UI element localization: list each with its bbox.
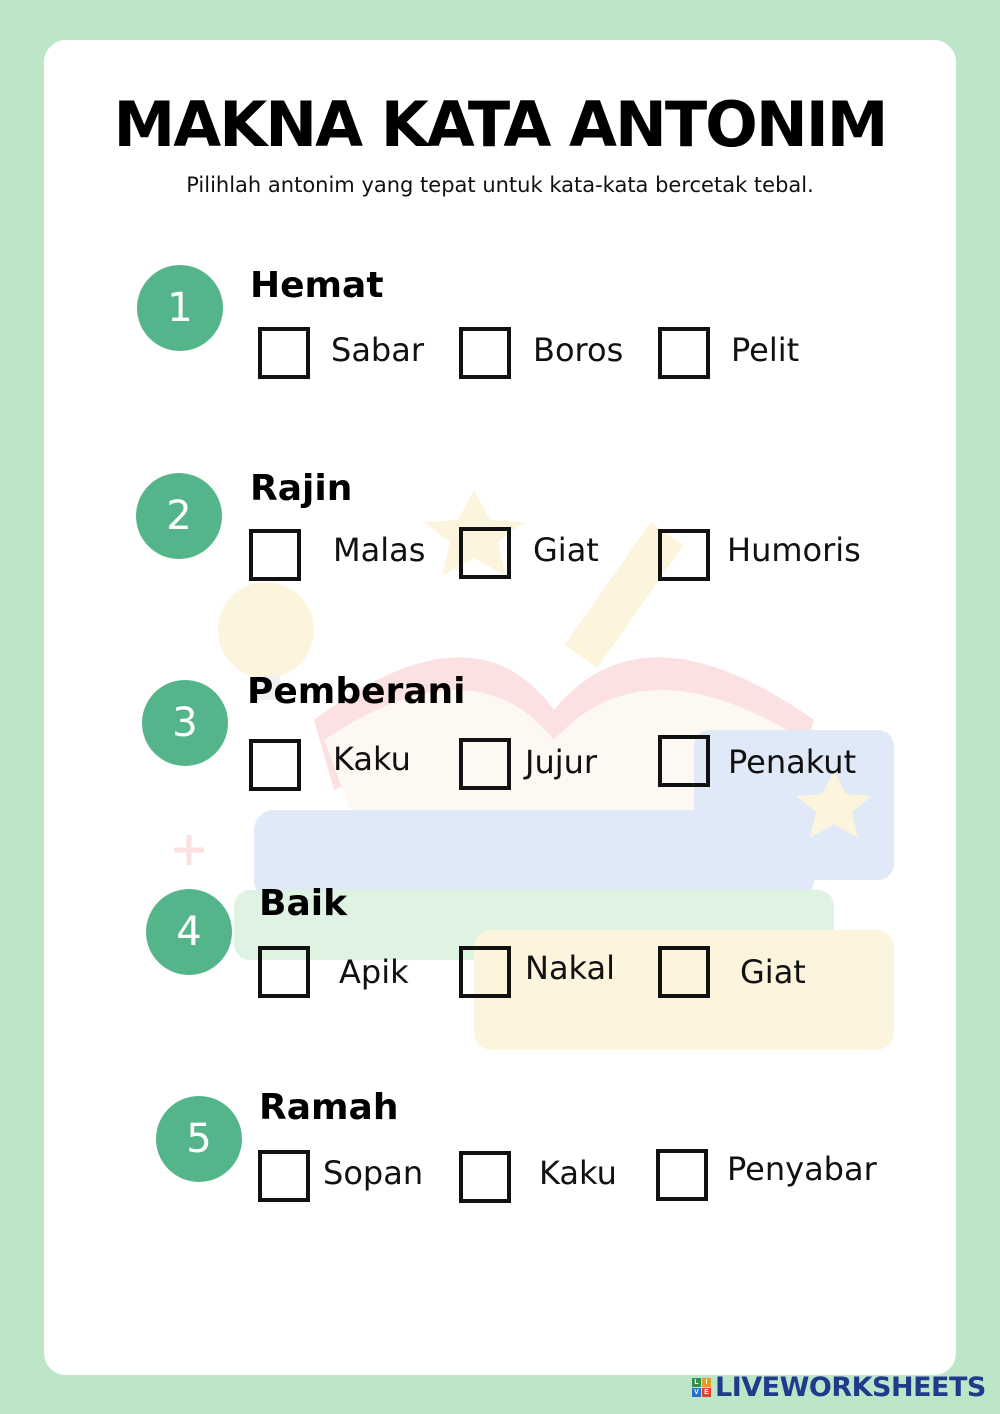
option-label[interactable]: Nakal bbox=[525, 949, 616, 987]
question-number-badge: 3 bbox=[142, 680, 228, 766]
question-number-badge: 5 bbox=[156, 1096, 242, 1182]
liveworksheets-watermark bbox=[692, 1372, 986, 1403]
question-word: Baik bbox=[259, 883, 348, 924]
option-checkbox[interactable] bbox=[258, 946, 310, 998]
option-label[interactable]: Jujur bbox=[525, 743, 598, 781]
option-label[interactable]: Malas bbox=[333, 531, 426, 569]
option-label[interactable]: Kaku bbox=[539, 1154, 617, 1192]
option-checkbox[interactable] bbox=[459, 327, 511, 379]
option-checkbox[interactable] bbox=[459, 1151, 511, 1203]
question-word: Ramah bbox=[259, 1087, 399, 1128]
option-label[interactable]: Giat bbox=[740, 953, 806, 991]
question-number-badge: 1 bbox=[137, 265, 223, 351]
option-checkbox[interactable] bbox=[459, 946, 511, 998]
option-label[interactable]: Apik bbox=[339, 953, 409, 991]
question-word: Pemberani bbox=[247, 671, 466, 712]
option-label[interactable]: Giat bbox=[533, 531, 599, 569]
option-label[interactable]: Penakut bbox=[728, 743, 857, 781]
option-label[interactable]: Penyabar bbox=[727, 1150, 877, 1188]
option-checkbox[interactable] bbox=[249, 739, 301, 791]
option-checkbox[interactable] bbox=[658, 735, 710, 787]
option-checkbox[interactable] bbox=[258, 327, 310, 379]
option-checkbox[interactable] bbox=[658, 327, 710, 379]
option-checkbox[interactable] bbox=[459, 738, 511, 790]
liveworksheets-wordmark: LIVEWORKSHEETS bbox=[715, 1372, 986, 1403]
question-word: Rajin bbox=[250, 468, 353, 509]
option-label[interactable]: Sopan bbox=[323, 1154, 424, 1192]
option-checkbox[interactable] bbox=[656, 1149, 708, 1201]
option-checkbox[interactable] bbox=[459, 527, 511, 579]
option-label[interactable]: Humoris bbox=[727, 531, 861, 569]
option-checkbox[interactable] bbox=[249, 529, 301, 581]
question-number-badge: 2 bbox=[136, 473, 222, 559]
option-checkbox[interactable] bbox=[658, 946, 710, 998]
option-label[interactable]: Boros bbox=[533, 331, 624, 369]
option-label[interactable]: Kaku bbox=[333, 740, 411, 778]
question-number-badge: 4 bbox=[146, 889, 232, 975]
page-title: MAKNA KATA ANTONIM bbox=[113, 88, 887, 161]
option-checkbox[interactable] bbox=[258, 1150, 310, 1202]
liveworksheets-logo-icon: L I V E bbox=[692, 1378, 711, 1397]
option-label[interactable]: Pelit bbox=[731, 331, 800, 369]
question-word: Hemat bbox=[250, 265, 384, 306]
option-checkbox[interactable] bbox=[658, 529, 710, 581]
instruction-text: Pilihlah antonim yang tepat untuk kata-kata bercetak tebal. bbox=[186, 173, 814, 197]
option-label[interactable]: Sabar bbox=[331, 331, 424, 369]
